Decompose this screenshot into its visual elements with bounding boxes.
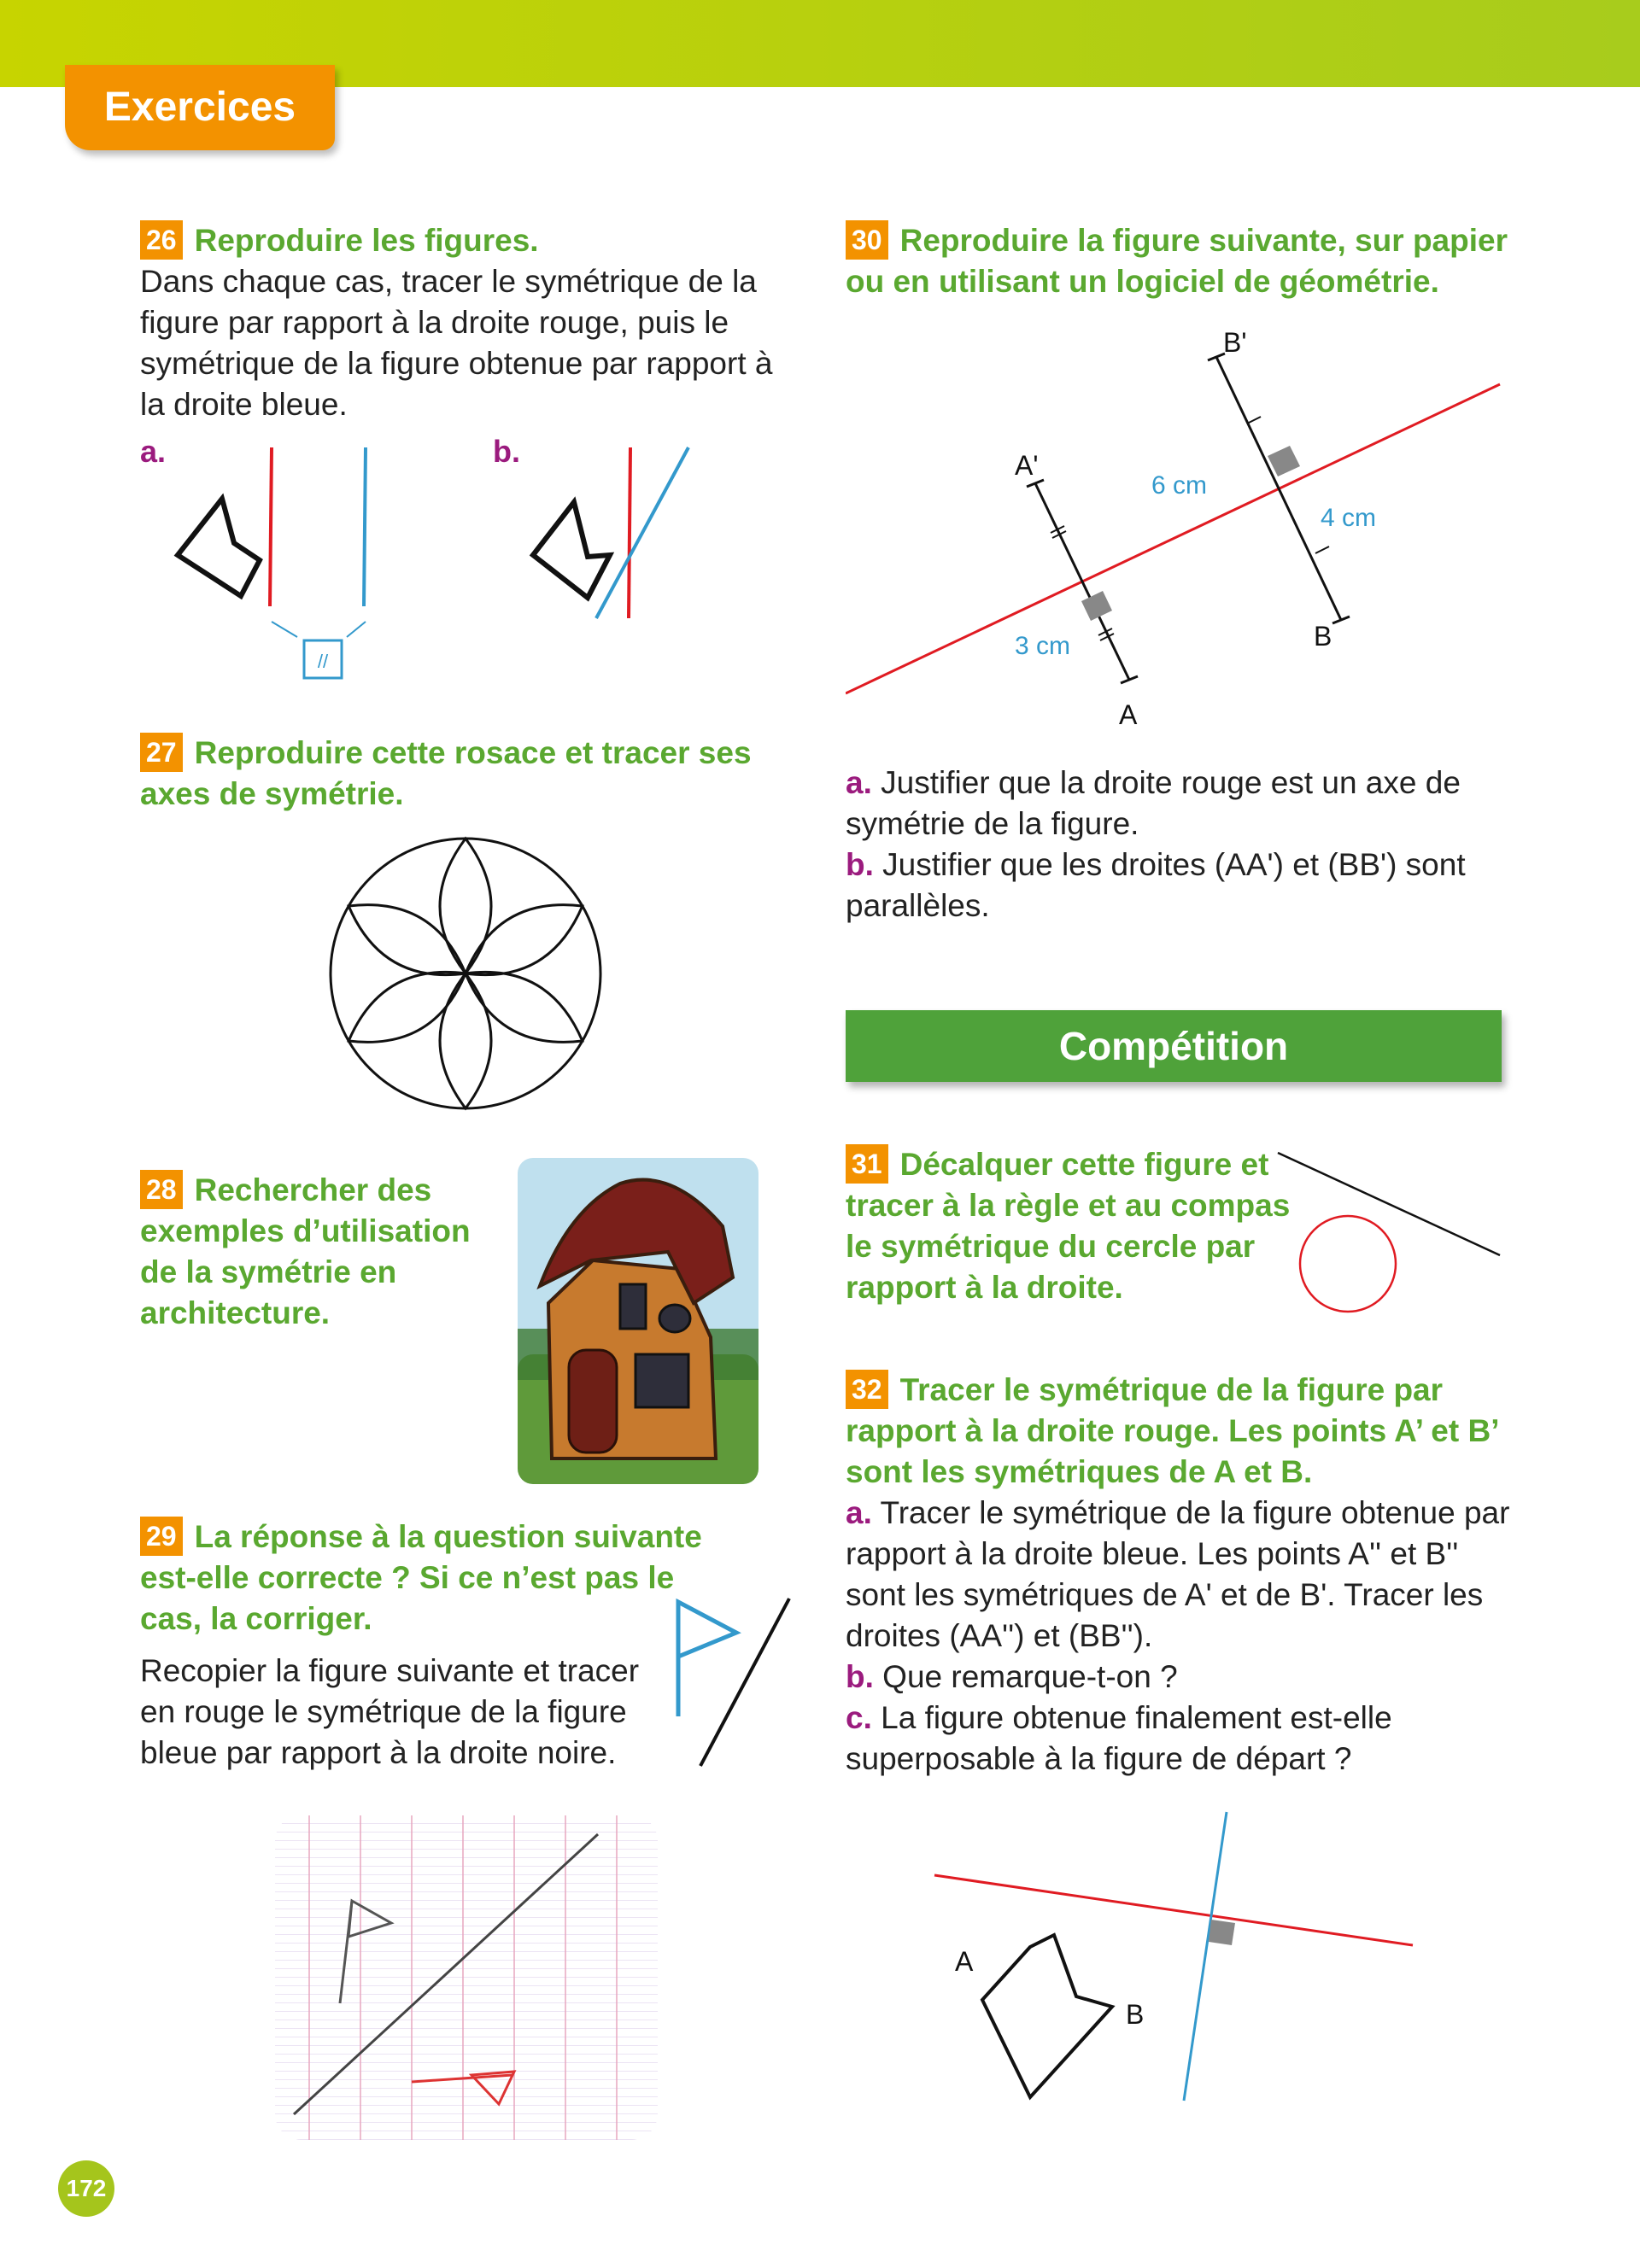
right-angle-B [1268,446,1300,476]
exercise-title: Reproduire la figure suivante, sur papier ou en utilisant un logiciel de géométrie. [846,223,1508,299]
house-illustration [518,1158,758,1484]
exercise-number: 30 [846,220,888,260]
exercise-27 [140,733,772,815]
exercise-32 [846,1370,1520,1780]
question-a: Tracer le symétrique de la figure obtenue par rapport à la droite bleue. Les points A'' et B'' sont les symétriques de A' et de B'. Tracer les droites (AA'') et (BB''). [846,1495,1510,1653]
figure-31 [1269,1144,1508,1324]
exercise-title: Reproduire les figures. [194,223,539,258]
question-b-label: b. [846,847,874,882]
page-number: 172 [58,2160,114,2217]
exercise-29-body: Recopier la figure suivante et tracer en rouge le symétrique de la figure bleue par rapport à la droite noire. [140,1653,640,1770]
exercise-number: 31 [846,1144,888,1184]
question-b: Que remarque-t-on ? [882,1659,1178,1694]
label-A: A [955,1946,974,1977]
red-circle [1300,1216,1396,1312]
exercise-26 [140,220,789,425]
arrow-right [347,622,366,637]
exercise-title: Décalquer cette figure et tracer à la règle et au compas le symétrique du cercle par rapport à la droite. [846,1147,1291,1305]
exercise-28 [140,1170,499,1334]
question-a-label: a. [846,765,872,800]
exercise-number: 27 [140,733,183,772]
question-c-label: c. [846,1700,872,1735]
question-b-label: b. [846,1659,874,1694]
shape-a [178,499,260,596]
label-A: A [1119,699,1138,730]
petal [440,973,491,1108]
red-line-a [270,447,272,606]
exercise-title: Reproduire cette rosace et tracer ses axes de symétrie. [140,735,752,811]
exercise-body: Dans chaque cas, tracer le symétrique de la figure par rapport à la droite rouge, puis le symétrique de la figure obtenue par rapport à la droite bleue. [140,264,773,422]
label-B: B [1314,621,1332,652]
shape [982,1935,1112,2097]
exercise-30 [846,220,1529,302]
grid-paper-figure [275,1815,658,2140]
exercise-number: 32 [846,1370,888,1409]
competition-banner: Compétition [846,1010,1502,1082]
blue-line-b [596,447,688,618]
length-6cm: 6 cm [1151,471,1208,500]
question-a-label: a. [846,1495,872,1530]
length-3cm: 3 cm [1015,632,1071,660]
exercise-title: Tracer le symétrique de la figure par rapport à la droite rouge. Les points A’ et B’ sont les symétriques de A et B. [846,1372,1498,1489]
label-a: a. [140,434,167,469]
exercise-title: La réponse à la question suivante est-elle correcte ? Si ce n’est pas le cas, la corriger. [140,1519,702,1636]
rosace-figure [325,833,606,1114]
blue-line [1184,1812,1227,2101]
shape-b [533,502,610,598]
exercise-29 [140,1517,721,1640]
right-angle-A [1081,591,1112,621]
question-a: Justifier que la droite rouge est un axe de symétrie de la figure. [846,765,1461,841]
segment-BB-prime [1216,357,1341,620]
red-line [934,1875,1413,1945]
exercise-title: Rechercher des exemples d’utilisation de la symétrie en architecture. [140,1172,471,1330]
figure-30 [846,324,1512,743]
length-4cm: 4 cm [1321,504,1377,532]
label-B-prime: B' [1223,327,1247,358]
figure-32 [931,1802,1426,2109]
question-b: Justifier que les droites (AA') et (BB') sont parallèles. [846,847,1466,923]
arrow-left [272,622,297,637]
exercise-number: 28 [140,1170,183,1209]
exercise-30-questions [846,763,1512,926]
petal [440,839,491,973]
exercise-number: 29 [140,1517,183,1556]
figure-26 [140,435,789,692]
exercise-31 [846,1144,1298,1308]
parallel-mark: // [317,651,329,672]
label-B: B [1126,1999,1145,2030]
label-A-prime: A' [1015,450,1039,481]
red-axis [846,384,1500,693]
red-line-b [629,447,630,618]
section-tab: Exercices [65,65,335,150]
exercise-number: 26 [140,220,183,260]
label-b: b. [493,434,520,469]
question-c: La figure obtenue finalement est-elle superposable à la figure de départ ? [846,1700,1392,1776]
flag-figure [666,1588,803,1776]
blue-line-a [364,447,366,606]
right-angle [1209,1920,1235,1945]
